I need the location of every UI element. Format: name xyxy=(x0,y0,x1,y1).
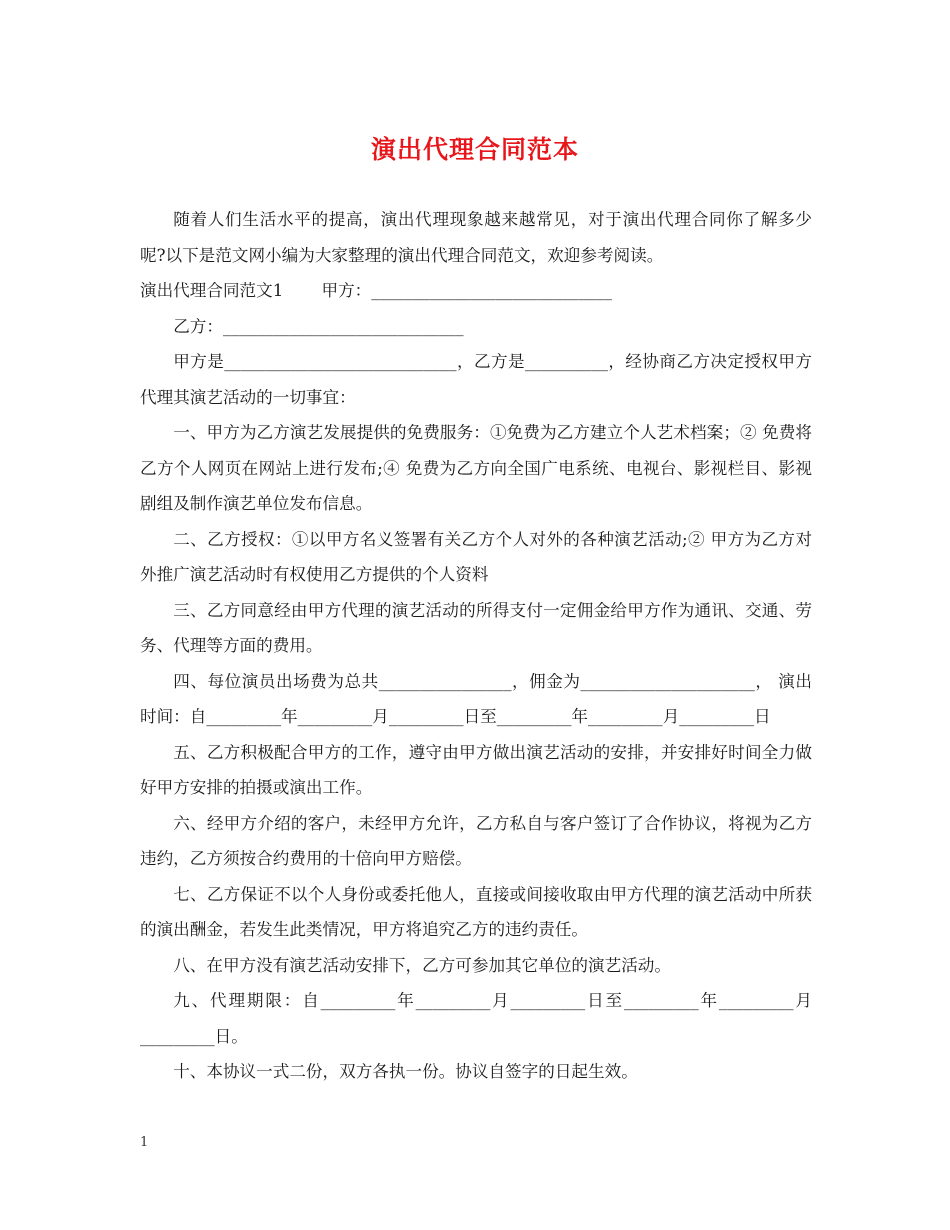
party-a-label: 甲方： xyxy=(321,281,372,300)
clause-3: 三、乙方同意经由甲方代理的演艺活动的所得支付一定佣金给甲方作为通讯、交通、劳务、代理等方面的费用。 xyxy=(140,600,812,655)
party-a-blank: _____________________________ xyxy=(371,281,612,300)
clause-6: 六、经甲方介绍的客户，未经甲方允许，乙方私自与客户签订了合作协议，将视为乙方违约，乙方须按合约费用的十倍向甲方赔偿。 xyxy=(140,813,812,868)
authorize-blank-1: ____________________________ xyxy=(224,352,457,371)
authorize-blank-2: __________ xyxy=(524,352,608,371)
party-a-line xyxy=(140,273,812,309)
clause-5: 五、乙方积极配合甲方的工作，遵守由甲方做出演艺活动的安排，并安排好时间全力做好甲方安排的拍摄或演出工作。 xyxy=(140,742,812,797)
page-number: 1 xyxy=(140,1135,149,1150)
clause-1: 一、甲方为乙方演艺发展提供的免费服务：①免费为乙方建立个人艺术档案；② 免费将乙方个人网页在网站上进行发布;④ 免费为乙方向全国广电系统、电视台、影视栏目、影视剧组及制作演艺单位发布信息。 xyxy=(140,423,812,513)
clause-8: 八、在甲方没有演艺活动安排下，乙方可参加其它单位的演艺活动。 xyxy=(173,955,671,975)
party-b-label: 乙方： xyxy=(173,316,223,336)
clause-10: 十、本协议一式二份，双方各执一份。协议自签字的日起生效。 xyxy=(173,1062,638,1081)
authorize-text-2: ，乙方是 xyxy=(456,352,525,371)
authorize-text-1: 甲方是 xyxy=(173,352,225,371)
clause-4: 四、每位演员出场费为总共________________，佣金为_____________________， 演出时间：自_________年_________月_________日至_________年_________月_________日 xyxy=(140,671,812,726)
authorization-paragraph xyxy=(140,344,812,415)
clause-2: 二、乙方授权：①以甲方名义签署有关乙方个人对外的各种演艺活动;② 甲方为乙方对外推广演艺活动时有权使用乙方提供的个人资料 xyxy=(140,529,812,584)
sample-label: 演出代理合同范文1 xyxy=(140,281,284,300)
clause-9: 九、代理期限：自_________年_________月_________日至_________年_________月_________日。 xyxy=(140,991,812,1046)
authorize-text-3: ，经协商乙方决定授权甲方代理其演艺活动的一切事宜： xyxy=(140,352,813,407)
intro-paragraph: 随着人们生活水平的提高，演出代理现象越来越常见，对于演出代理合同你了解多少呢?以下是范文网小编为大家整理的演出代理合同范文，欢迎参考阅读。 xyxy=(140,210,812,265)
clause-7: 七、乙方保证不以个人身份或委托他人，直接或间接收取由甲方代理的演艺活动中所获的演出酬金，若发生此类情况，甲方将追究乙方的违约责任。 xyxy=(140,884,812,939)
document-title: 演出代理合同范本 xyxy=(370,135,579,164)
party-b-blank: _____________________________ xyxy=(222,316,464,336)
document-body xyxy=(140,202,812,1090)
party-b-line xyxy=(140,309,812,345)
